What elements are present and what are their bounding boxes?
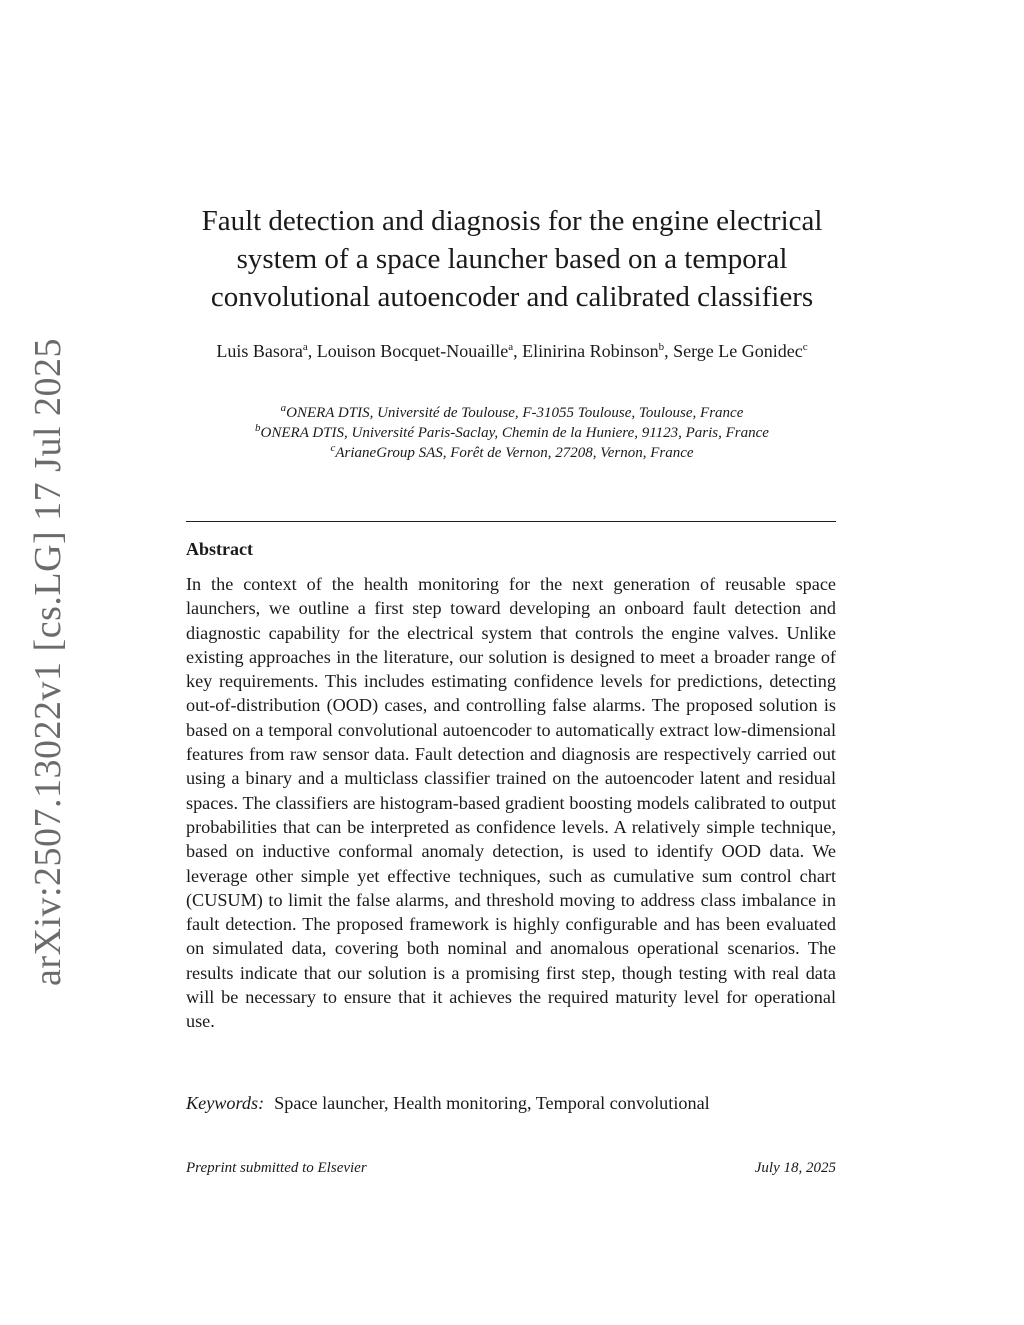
footer-preprint-note: Preprint submitted to Elsevier [186,1160,367,1176]
author-name: Elinirina Robinson [522,341,659,361]
abstract-heading: Abstract [186,539,253,559]
author-separator: , [513,341,523,361]
arxiv-identifier: arXiv:2507.13022v1 [cs.LG] 17 Jul 2025 [27,337,69,987]
author-list [160,340,864,363]
paper-title [150,202,874,316]
author-separator: , [307,341,317,361]
section-divider [186,521,836,522]
affiliation [150,443,874,463]
affiliation [150,423,874,443]
author-affiliation-marker: b [658,341,665,353]
affiliation-marker: b [255,422,261,434]
author-affiliation-marker: a [508,341,514,353]
affiliation-list [150,403,874,463]
author-name: Louison Bocquet-Nouaille [316,341,509,361]
keywords [186,1091,836,1115]
affiliation-text: ONERA DTIS, Université Paris-Saclay, Chemin de la Huniere, 91123, Paris, France [260,425,769,441]
abstract-body: In the context of the health monitoring for the next generation of reusable space launchers, we outline a first step toward developing an onboard fault detection and diagnostic capability for the electrical system that controls the engine valves. Unlike existing approaches in the literature, our solution is designed to meet a broader range of key requirements. This includes estimating confidence levels for predictions, detecting out-of-distribution (OOD) cases, and controlling false alarms. The proposed solution is based on a temporal convolutional autoencoder to automatically extract low-dimensional features from raw sensor data. Fault detection and diagnosis are respectively carried out using a binary and a multiclass classifier trained on the autoencoder latent and residual spaces. The classifiers are histogram-based gradient boosting models calibrated to output probabilities that can be interpreted as confidence levels. A relatively simple technique, based on inductive conformal anomaly detection, is used to identify OOD data. We leverage other simple yet effective techniques, such as cumulative sum control chart (CUSUM) to limit the false alarms, and threshold moving to address class imbalance in fault detection. The proposed framework is highly configurable and has been evaluated on simulated data, covering both nominal and anomalous operational scenarios. The results indicate that our solution is a promising first step, though testing with real data will be necessary to ensure that it achieves the required maturity level for operational use. [186,574,836,1032]
author-separator: , [664,341,674,361]
author-name: Serge Le Gonidec [673,341,803,361]
title-line: system of a space launcher based on a temporal [236,243,788,275]
affiliation-text: ONERA DTIS, Université de Toulouse, F-31055 Toulouse, Toulouse, France [286,405,744,421]
author-name: Luis Basora [216,341,303,361]
title-line: convolutional autoencoder and calibrated classifiers [210,281,814,313]
title-line: Fault detection and diagnosis for the engine electrical [201,205,823,237]
author [673,341,808,361]
keywords-text: Space launcher, Health monitoring, Temporal convolutional [274,1093,710,1113]
keywords-label: Keywords: [186,1093,265,1113]
affiliation-marker: c [330,442,336,454]
affiliation-text: ArianeGroup SAS, Forêt de Vernon, 27208, Vernon, France [335,445,694,461]
affiliation-marker: a [280,402,287,414]
affiliation [150,403,874,423]
page-footer [186,1160,836,1177]
footer-date: July 18, 2025 [754,1160,836,1176]
author-affiliation-marker: a [302,341,308,353]
author [317,341,522,361]
author-affiliation-marker: c [802,341,808,353]
author [216,341,316,361]
author [522,341,673,361]
